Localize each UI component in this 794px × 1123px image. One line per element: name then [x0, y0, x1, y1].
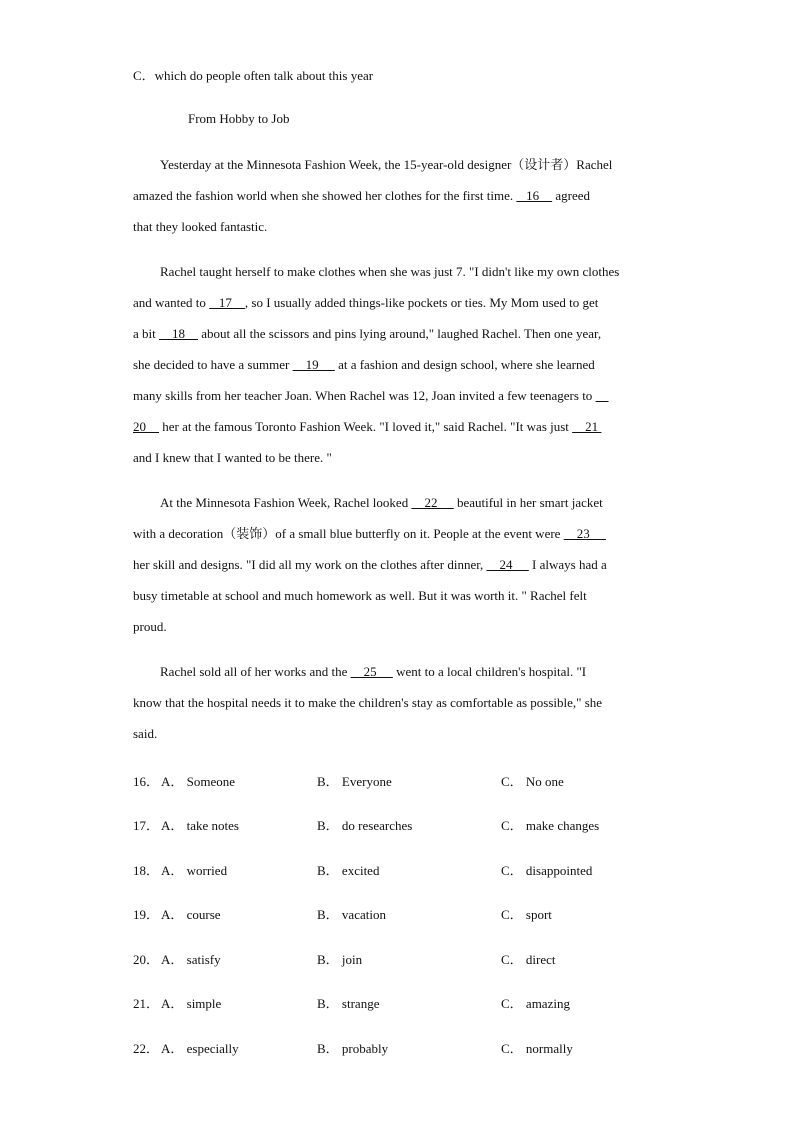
option-a: A． Someone [161, 774, 236, 789]
p3-line4: busy timetable at school and much homework as well. But it was worth it. " Rachel felt [133, 588, 587, 603]
text: about all the scissors and pins lying around," laughed Rachel. Then one year, [201, 326, 602, 341]
option-a: A． course [161, 907, 221, 922]
blank-19: 19 [292, 357, 335, 372]
blank-24: 24 [486, 557, 529, 572]
text: her skill and designs. "I did all my work on the clothes after dinner, [133, 557, 484, 572]
option-b: B． probably [317, 1041, 389, 1056]
p4-line1 [160, 663, 586, 681]
option-b: B． Everyone [317, 774, 392, 789]
text: went to a local children's hospital. "I [396, 664, 587, 679]
p4-line2: know that the hospital needs it to make the children's stay as comfortable as possible," she [133, 695, 603, 710]
option-a: A． simple [161, 996, 222, 1011]
option-a: A． especially [161, 1041, 239, 1056]
text: agreed [555, 188, 591, 203]
option-b: B． do researches [317, 818, 413, 833]
option-c: C． make changes [501, 818, 600, 833]
question-20 [133, 949, 693, 967]
text: a bit [133, 326, 156, 341]
text: and wanted to [133, 295, 206, 310]
p3-line3 [133, 556, 607, 574]
text: Rachel sold all of her works and the [160, 664, 348, 679]
question-16 [133, 771, 693, 789]
question-18 [133, 860, 693, 878]
p2-line2 [133, 294, 598, 312]
text: many skills from her teacher Joan. When Rachel was 12, Joan invited a few teenagers to [133, 388, 593, 403]
option-b: B． strange [317, 996, 380, 1011]
question-number: 21． [133, 996, 160, 1011]
question-number: 19． [133, 907, 160, 922]
blank-20-start [596, 388, 609, 403]
blank-20-end: 20 [133, 419, 159, 434]
question-22 [133, 1038, 693, 1056]
question-number: 16． [133, 774, 160, 789]
option-b: B． join [317, 952, 363, 967]
option-a: A． take notes [161, 818, 239, 833]
question-17 [133, 815, 693, 833]
text: her at the famous Toronto Fashion Week. "I loved it," said Rachel. "It was just [162, 419, 569, 434]
text: at a fashion and design school, where she learned [338, 357, 595, 372]
blank-18: 18 [159, 326, 198, 341]
option-c: C． No one [501, 774, 564, 789]
question-number: 22． [133, 1041, 160, 1056]
question-number: 18． [133, 863, 160, 878]
option-a: A． satisfy [161, 952, 221, 967]
p1-line1: Yesterday at the Minnesota Fashion Week, the 15-year-old designer（设计者）Rachel [160, 157, 613, 172]
p3-line5: proud. [133, 619, 167, 634]
blank-21: 21 [572, 419, 602, 434]
p4-line3: said. [133, 726, 158, 741]
question-19 [133, 904, 693, 922]
text: with a decoration（装饰）of a small blue butterfly on it. People at the event were [133, 526, 561, 541]
p1-line3: that they looked fantastic. [133, 219, 268, 234]
text: amazed the fashion world when she showed her clothes for the first time. [133, 188, 514, 203]
text: I always had a [532, 557, 607, 572]
p2-line4 [133, 356, 595, 374]
p3-line1 [160, 494, 603, 512]
p1-line2 [133, 187, 590, 205]
option-a: A． worried [161, 863, 228, 878]
blank-17: 17 [209, 295, 245, 310]
p2-line1: Rachel taught herself to make clothes when she was just 7. "I didn't like my own clothes [160, 264, 620, 279]
blank-22: 22 [411, 495, 454, 510]
option-c: C． sport [501, 907, 552, 922]
blank-25: 25 [350, 664, 393, 679]
blank-16: 16 [516, 188, 553, 203]
previous-option-c: C．which do people often talk about this year [133, 68, 374, 83]
p2-line6 [133, 418, 601, 436]
p2-line5 [133, 387, 609, 405]
option-b: B． excited [317, 863, 380, 878]
p2-line7: and I knew that I wanted to be there. " [133, 450, 332, 465]
option-c: C． amazing [501, 996, 570, 1011]
p3-line2 [133, 525, 606, 543]
passage-title: From Hobby to Job [188, 111, 290, 126]
option-c: C． direct [501, 952, 556, 967]
option-c: C． disappointed [501, 863, 593, 878]
option-c: C． normally [501, 1041, 573, 1056]
text: At the Minnesota Fashion Week, Rachel looked [160, 495, 409, 510]
p2-line3 [133, 325, 601, 343]
text: beautiful in her smart jacket [456, 495, 603, 510]
option-b: B． vacation [317, 907, 386, 922]
text: , so I usually added things-like pockets or ties. My Mom used to get [244, 295, 599, 310]
text: she decided to have a summer [133, 357, 290, 372]
blank-23: 23 [563, 526, 606, 541]
question-number: 17． [133, 818, 160, 833]
question-number: 20． [133, 952, 160, 967]
question-21 [133, 993, 693, 1011]
